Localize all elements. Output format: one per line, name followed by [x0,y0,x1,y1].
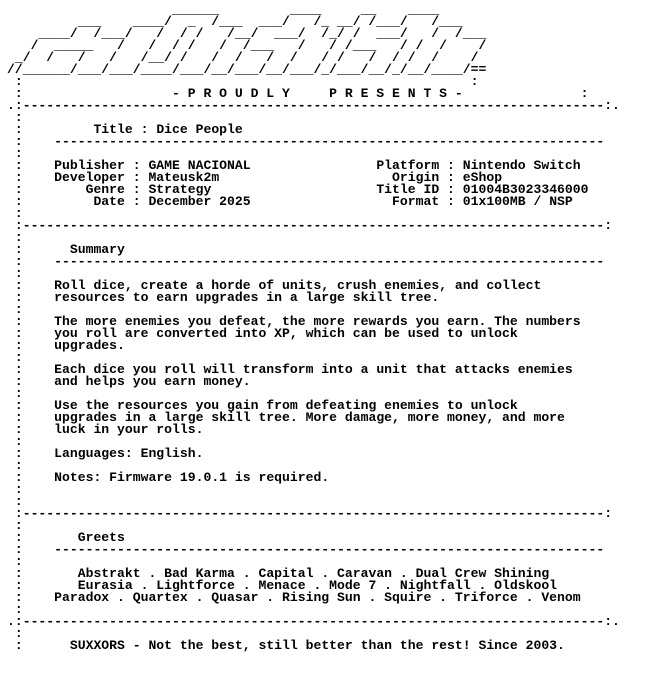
blank-line: : [7,206,23,221]
notes-value: Firmware 19.0.1 is required. [109,470,330,485]
summary-text-line: : Use the resources you gain from defeating enemies to unlock [7,398,518,413]
logo-art: ____/ /___/ / / / /__/ ___/ /_/ / ___/ / /___ [7,26,487,41]
nfo-text [7,4,641,652]
summary-text: The more enemies you defeat, the more rewards you earn. The numbers [54,314,581,329]
genre-label: Genre : [54,182,149,197]
format-value: 01x100MB / NSP [462,194,573,209]
greets-text-line: : Eurasia . Lightforce . Menace . Mode 7 . Nightfall . Oldskool [7,578,558,593]
blank-line: : [7,482,23,497]
notes-label: Notes: [54,470,110,485]
title-rule: : ---------------------------------------------------------------------- [7,134,605,149]
summary-text-line: : Roll dice, create a horde of units, crush enemies, and collect [7,278,542,293]
info-row: : Developer : Mateusk2m Origin : eShop [7,170,503,185]
summary-text-line: : resources to earn upgrades in a large skill tree. [7,290,440,305]
title-label: Title : [93,122,157,137]
platform-value: Nintendo Switch [462,158,581,173]
info-row: : Genre : Strategy Title ID : 01004B3023346000 [7,182,589,197]
blank-line: : [7,146,23,161]
frame-rule: :--------------------------------------------------------------------------: [7,218,613,233]
greets-text: Paradox . Quartex . Quasar . Rising Sun . Squire . Triforce . Venom [54,590,581,605]
greets-text-line: : Abstrakt . Bad Karma . Capital . Caravan . Dual Crew Shining [7,566,550,581]
summary-text: Use the resources you gain from defeating enemies to unlock [54,398,518,413]
summary-text: and helps you earn money. [54,374,251,389]
blank-line: : [7,626,23,641]
summary-text: luck in your rolls. [54,422,204,437]
summary-text: you roll are converted into XP, which can be used to unlock [54,326,518,341]
info-row: : Publisher : GAME NACIONAL Platform : Nintendo Switch [7,158,581,173]
summary-text-line: : you roll are converted into XP, which can be used to unlock [7,326,518,341]
presents-heading: - P R O U D L Y P R E S E N T S - [172,86,463,101]
summary-text-line: : and helps you earn money. [7,374,251,389]
summary-text-line: : upgrades in a large skill tree. More damage, more money, and more [7,410,565,425]
greets-rule: : ---------------------------------------------------------------------- [7,542,605,557]
platform-label: Platform : [368,158,463,173]
footer-line: : SUXXORS - Not the best, still better than the rest! Since 2003. [7,638,565,652]
logo-art: ___ ____/ _ /___ ___/ /_ __/ /___/ /___ [7,14,463,29]
title-line: : Title : Dice People [7,122,243,137]
greets-text-line: : Paradox . Quartex . Quasar . Rising Sun . Squire . Triforce . Venom [7,590,581,605]
summary-line: : Summary [7,242,125,257]
date-value: December 2025 [148,194,369,209]
summary-text: resources to earn upgrades in a large skill tree. [54,290,440,305]
blank-line: : [7,110,23,125]
origin-label: Origin : [368,170,463,185]
greets-line: : Greets [7,530,125,545]
blank-line: : [7,458,23,473]
presents-line: : - P R O U D L Y P R E S E N T S - : [7,86,589,101]
languages-label: Languages: [54,446,141,461]
genre-value: Strategy [148,182,369,197]
blank-line: : [7,266,23,281]
publisher-label: Publisher : [54,158,149,173]
blank-line: : [7,494,23,509]
frame-rule: :--------------------------------------------------------------------------: [7,506,613,521]
summary-text-line: : Each dice you roll will transform into a unit that attacks enemies [7,362,573,377]
greets-heading: Greets [77,530,125,545]
languages-value: English. [140,446,204,461]
greets-text: Eurasia . Lightforce . Menace . Mode 7 . Nightfall . Oldskool [77,578,558,593]
logo-art: / _____ / / / / / /___ / / /___ / / / / [7,38,487,53]
summary-text: upgrades. [54,338,125,353]
summary-heading: Summary [69,242,125,257]
summary-rule: : ---------------------------------------------------------------------- [7,254,605,269]
date-label: Date : [54,194,149,209]
footer-tagline: SUXXORS - Not the best, still better than the rest! Since 2003. [69,638,565,652]
logo-art: : : [7,74,479,89]
title-id-value: 01004B3023346000 [462,182,589,197]
greets-text: Abstrakt . Bad Karma . Capital . Caravan . Dual Crew Shining [77,566,550,581]
blank-line: : [7,434,23,449]
summary-text-line: : The more enemies you defeat, the more rewards you earn. The numbers [7,314,581,329]
developer-label: Developer : [54,170,149,185]
info-row: : Date : December 2025 Format : 01x100MB / NSP [7,194,573,209]
languages-line: : Languages: English. [7,446,204,461]
summary-text: upgrades in a large skill tree. More damage, more money, and more [54,410,565,425]
release-title: Dice People [156,122,243,137]
blank-line: : [7,350,23,365]
notes-line: : Notes: Firmware 19.0.1 is required. [7,470,330,485]
blank-line: : [7,302,23,317]
publisher-value: GAME NACIONAL [148,158,369,173]
blank-line: : [7,386,23,401]
frame-rule: .:--------------------------------------------------------------------------:. [7,614,620,629]
developer-value: Mateusk2m [148,170,369,185]
summary-text: Roll dice, create a horde of units, crush enemies, and collect [54,278,542,293]
format-label: Format : [368,194,463,209]
frame-rule: .:--------------------------------------------------------------------------:. [7,98,620,113]
logo-art: //______/___/___/____/___/__/___/__/___/_/___/__/_/__/____/== [7,62,487,77]
blank-line: : [7,518,23,533]
summary-text: Each dice you roll will transform into a unit that attacks enemies [54,362,573,377]
blank-line: : [7,230,23,245]
origin-value: eShop [462,170,503,185]
title-id-label: Title ID : [368,182,463,197]
summary-text-line: : upgrades. [7,338,125,353]
blank-line: : [7,554,23,569]
blank-line: : [7,602,23,617]
summary-text-line: : luck in your rolls. [7,422,204,437]
logo-art: _/ / / / /__/ / / / / / / / / / / / / [7,50,479,65]
logo-art: ______ ____ __ ____ [7,4,440,17]
